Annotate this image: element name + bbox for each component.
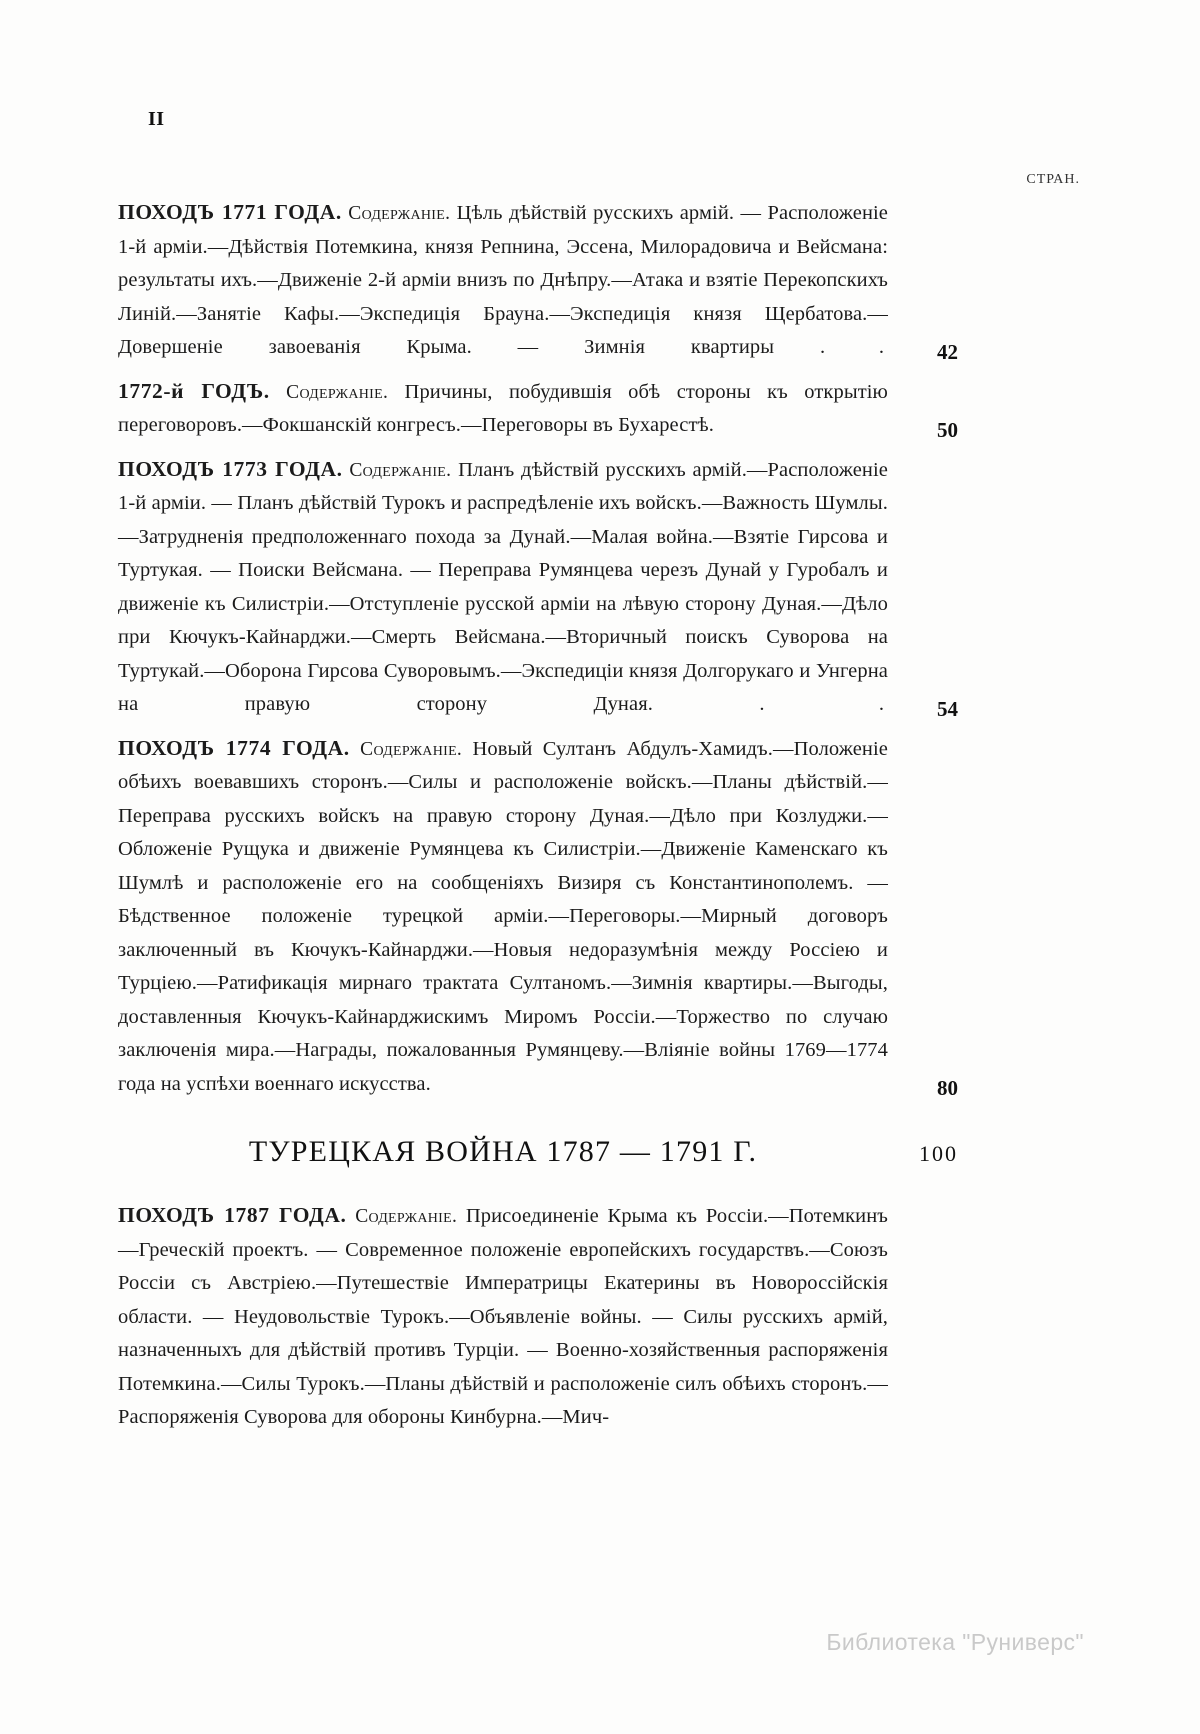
toc-entry-page: 50 [937, 417, 958, 442]
toc-entry-text: Цѣль дѣйствій русскихъ армій. — Расположеніе 1-й арміи.—Дѣйствія Потемкина, князя Репнина, Эссена, Милорадовича и Вейсмана: результаты ихъ.—Движеніе 2-й арміи внизъ по Днѣпру.—Атака и взятіе Перекопскихъ Линій.—Занятіе Кафы.—Экспедиція Брауна.—Экспедиція князя Щербатова.—Довершеніе завоеванія Крыма. — Зимнія квартиры [118, 202, 889, 358]
section-heading-page: 100 [919, 1141, 958, 1166]
toc-entry [118, 453, 958, 722]
toc-entry-dots: . . [819, 336, 888, 358]
toc-entry-heading: ПОХОДЪ 1774 ГОДА. [118, 735, 350, 760]
toc-entry-page: 80 [937, 1076, 958, 1100]
toc-entry-text: Причины, побудившія обѣ стороны къ открытію переговоровъ.—Фокшанскій конгресъ.—Переговоры въ Бухарестѣ. [118, 380, 888, 436]
toc-entry-text: Присоединеніе Крыма къ Россіи.—Потемкинъ —Греческій проектъ. — Современное положеніе европейскихъ государствъ.—Союзъ Россіи съ Австріею.—Путешествіе Императрицы Екатерины въ Новороссійскія области. — Неудовольствіе Турокъ.—Объявленіе войны. — Силы русскихъ армій, назначенныхъ для дѣйствій противъ Турціи. — Военно-хозяйственныя распоряженія Потемкина.—Силы Турокъ.—Планы дѣйствій и расположеніе силъ обѣихъ сторонъ.—Распоряженія Суворова для обороны Кинбурна.—Мич- [118, 1205, 888, 1428]
toc-entry-subheading: Содержаніе. [360, 738, 463, 760]
section-heading [118, 1135, 958, 1169]
toc-entry-heading: ПОХОДЪ 1773 ГОДА. [118, 456, 343, 481]
toc-entry-heading: 1772-й ГОДЪ. [118, 378, 270, 403]
toc-entry-page: 42 [937, 339, 958, 364]
toc-entry-heading: ПОХОДЪ 1787 ГОДА. [118, 1203, 347, 1227]
section-heading-text: ТУРЕЦКАЯ ВОЙНА 1787 — 1791 Г. [248, 1135, 758, 1168]
toc-entry-text: Планъ дѣйствій русскихъ армій.—Расположеніе 1-й арміи. — Планъ дѣйствій Турокъ и распредѣленіе ихъ войскъ.—Важность Шумлы.—Затрудненія предположеннаго похода за Дунай.—Малая война.—Взятіе Гирсова и Туртукая. — Поиски Вейсмана. — Переправа Румянцева черезъ Дунай у Гуробалъ и движеніе къ Силистріи.—Отступленіе русской арміи на лѣвую сторону Дуная.—Дѣло при Кючукъ-Кайнарджи.—Смерть Вейсмана.—Вторичный поискъ Суворова на Туртукай.—Оборона Гирсова Суворовымъ.—Экспедиціи князя Долгорукаго и Унгерна на правую сторону Дуная. [118, 458, 888, 715]
toc-entry [118, 196, 958, 365]
toc-entry [118, 732, 958, 1102]
toc-entry-dots: . . [759, 693, 888, 715]
toc-entry-subheading: Содержаніе. [355, 1206, 458, 1227]
toc-entry-heading: ПОХОДЪ 1771 ГОДА. [118, 200, 342, 224]
column-header-pages: СТРАН. [1026, 172, 1080, 187]
toc-entry [118, 375, 958, 443]
toc-entry-page: 54 [937, 696, 958, 721]
toc-entry-subheading: Содержаніе. [348, 203, 451, 224]
page-folio: II [148, 108, 165, 130]
toc-entry-subheading: Содержаніе. [349, 459, 452, 481]
table-of-contents [118, 196, 958, 1445]
toc-entry-text: Новый Султанъ Абдулъ-Хамидъ.—Положеніе обѣихъ воевавшихъ сторонъ.—Силы и расположеніе войскъ.—Планы дѣйствій.—Переправа русскихъ войскъ на правую сторону Дуная.—Дѣло при Козлуджи.—Обложеніе Рущука и движеніе Румянцева къ Силистріи.—Движеніе Каменскаго къ Шумлѣ и расположеніе его на сообщеніяхъ Визиря съ Константинополемъ. — Бѣдственное положеніе турецкой арміи.—Переговоры.—Мирный договоръ заключенный въ Кючукъ-Кайнарджи.—Новыя недоразумѣнія между Россіею и Турціею.—Ратификація мирнаго трактата Султаномъ.—Зимнія квартиры.—Выгоды, доставленныя Кючукъ-Кайнарджискимъ Миромъ Россіи.—Торжество по случаю заключенія мира.—Награды, пожалованныя Румянцеву.—Вліяніе войны 1769—1774 года на успѣхи военнаго искусства. [118, 737, 888, 1095]
toc-entry [118, 1199, 958, 1435]
toc-entry-subheading: Содержаніе. [286, 381, 389, 403]
library-watermark: Библиотека "Руниверс" [826, 1629, 1084, 1655]
